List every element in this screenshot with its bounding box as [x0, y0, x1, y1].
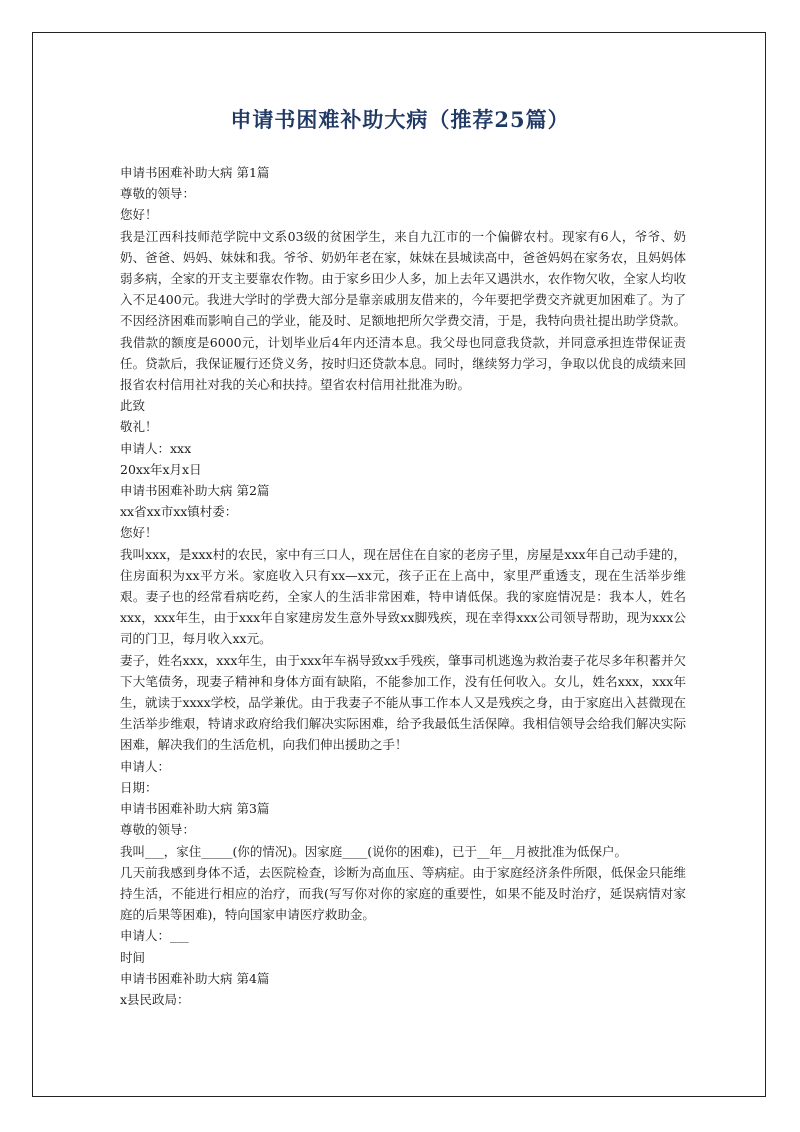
- section-heading-2: 申请书困难补助大病 第2篇: [120, 483, 270, 499]
- date-line: 时间: [120, 949, 146, 965]
- document-body: [120, 162, 686, 1010]
- recipient: xx省xx市xx镇村委：: [120, 504, 238, 520]
- closing: 此致: [120, 398, 146, 414]
- date-line: 20xx年x月x日: [120, 461, 202, 477]
- salutation: 尊敬的领导：: [120, 186, 196, 202]
- applicant-line: 申请人：___: [120, 928, 189, 944]
- document-title: 申请书困难补助大病（推荐25篇）: [230, 107, 570, 132]
- applicant-line: 申请人：: [120, 758, 171, 774]
- body-paragraph: 我叫___，家住_____(你的情况)。因家庭____(说你的困难)，已于__年__月被批准为低保户。: [120, 843, 628, 859]
- salutation: 尊敬的领导：: [120, 822, 196, 838]
- body-paragraph: 我是江西科技师范学院中文系03级的贫困学生，来自九江市的一个偏僻农村。现家有6人，爷爷、奶奶、爸爸、妈妈、妹妹和我。爷爷、奶奶年老在家，妹妹在县城读高中，爸爸妈妈在家务农，且妈妈体弱多病，全家的开支主要靠农作物。由于家乡田少人多，加上去年又遇洪水，农作物欠收，全家人均收入不足400元。我进大学时的学费大部分是靠亲戚朋友借来的，今年要把学费交齐就更加困难了。为了不因经济困难而影响自己的学业，能及时、足额地把所欠学费交清，于是，我特向贵社提出助学贷款。我借款的额度是6000元，计划毕业后4年内还清本息。我父母也同意我贷款，并同意承担连带保证责任。贷款后，我保证履行还贷义务，按时归还贷款本息。同时，继续努力学习，争取以优良的成绩来回报省农村信用社对我的关心和扶持。望省农村信用社批准为盼。: [120, 228, 686, 393]
- greeting: 您好！: [120, 525, 158, 541]
- closing-salute: 敬礼！: [120, 419, 158, 435]
- body-paragraph: 我叫xxx，是xxx村的农民，家中有三口人，现在居住在自家的老房子里，房屋是xxx年自己动手建的，住房面积为xx平方米。家庭收入只有xx—xx元，孩子正在上高中，家里严重透支，现在生活举步维艰。妻子也的经常看病吃药，全家人的生活非常困难，特申请低保。我的家庭情况是：我本人，姓名xxx，xxx年生，由于xxx年自家建房发生意外导致xx脚残疾，现在幸得xxx公司领导帮助，现为xxx公司的门卫，每月收入xx元。: [120, 546, 686, 647]
- applicant-line: 申请人：xxx: [120, 440, 192, 456]
- recipient: x县民政局：: [120, 991, 190, 1007]
- body-paragraph: 几天前我感到身体不适，去医院检查，诊断为高血压、等病症。由于家庭经济条件所限，低保金只能维持生活，不能进行相应的治疗，而我(写写你对你的家庭的重要性，如果不能及时治疗，延误病情对家庭的后果等困难)，特向国家申请医疗救助金。: [120, 864, 686, 923]
- section-heading-3: 申请书困难补助大病 第3篇: [120, 801, 270, 817]
- section-heading-1: 申请书困难补助大病 第1篇: [120, 165, 270, 180]
- date-line: 日期：: [120, 779, 158, 795]
- greeting: 您好！: [120, 207, 158, 223]
- body-paragraph: 妻子，姓名xxx，xxx年生，由于xxx年车祸导致xx手残疾，肇事司机逃逸为救治妻子花尽多年积蓄并欠下大笔债务，现妻子精神和身体方面有缺陷，不能参加工作，没有任何收入。女儿，姓名xxx，xxx年生，就读于xxxx学校，品学兼优。由于我妻子不能从事工作本人又是残疾之身，由于家庭出入甚微现在生活举步维艰，特请求政府给我们解决实际困难，给予我最低生活保障。我相信领导会给我们解决实际困难，解决我们的生活危机，向我们伸出援助之手！: [120, 652, 686, 753]
- section-heading-4: 申请书困难补助大病 第4篇: [120, 970, 270, 986]
